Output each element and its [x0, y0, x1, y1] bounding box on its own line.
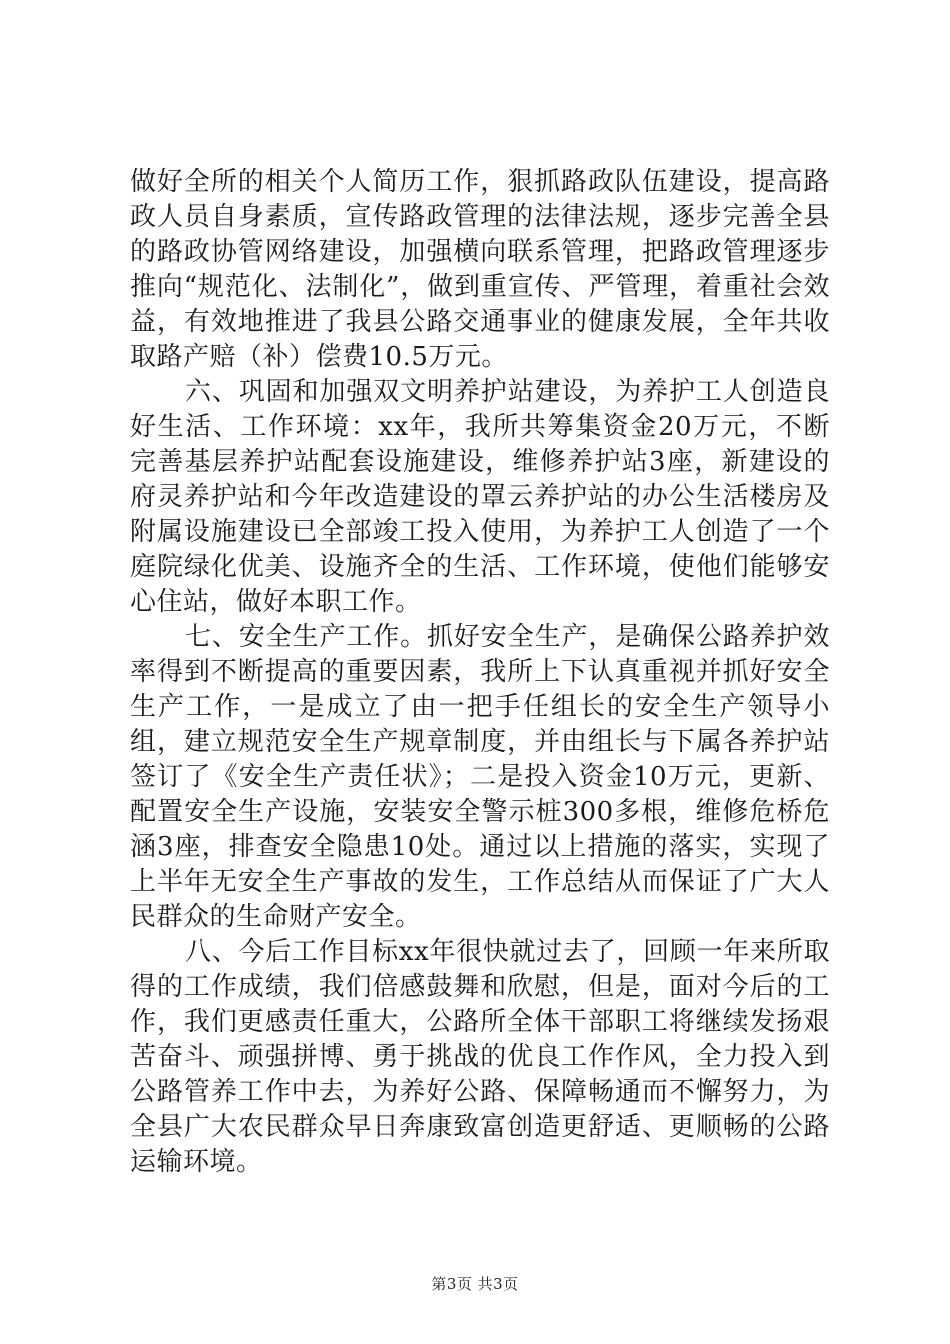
page-number-footer: 第3页 共3页 [431, 1275, 519, 1293]
paragraph-section-eight: 八、今后工作目标xx年很快就过去了，回顾一年来所取得的工作成绩，我们倍感鼓舞和欣慰，但是，面对今后的工作，我们更感责任重大，公路所全体干部职工将继续发扬艰苦奋斗、顽强拼博、勇于挑战的优良工作作风，全力投入到公路管养工作中去，为养好公路、保障畅通而不懈努力，为全县广大农民群众早日奔康致富创造更舒适、更顺畅的公路运输环境。 [130, 937, 830, 1177]
paragraph-section-six: 六、巩固和加强双文明养护站建设，为养护工人创造良好生活、工作环境：xx年，我所共筹集资金20万元，不断完善基层养护站配套设施建设，维修养护站3座，新建设的府灵养护站和今年改造建设的罩云养护站的办公生活楼房及附属设施建设已全部竣工投入使用，为养护工人创造了一个庭院绿化优美、设施齐全的生活、工作环境，使他们能够安心住站，做好本职工作。 [130, 377, 830, 617]
document-body [130, 165, 830, 1180]
paragraph-road-administration: 做好全所的相关个人简历工作，狠抓路政队伍建设，提高路政人员自身素质，宣传路政管理的法律法规，逐步完善全县的路政协管网络建设，加强横向联系管理，把路政管理逐步推向“规范化、法制化”，做到重宣传、严管理，着重社会效益，有效地推进了我县公路交通事业的健康发展，全年共收取路产赔（补）偿费10.5万元。 [130, 167, 830, 372]
paragraph-section-seven: 七、安全生产工作。抓好安全生产，是确保公路养护效率得到不断提高的重要因素，我所上下认真重视并抓好安全生产工作，一是成立了由一把手任组长的安全生产领导小组，建立规范安全生产规章制度，并由组长与下属各养护站签订了《安全生产责任状》；二是投入资金10万元，更新、配置安全生产设施，安装安全警示桩300多根，维修危桥危涵3座，排查安全隐患10处。通过以上措施的落实，实现了上半年无安全生产事故的发生，工作总结从而保证了广大人民群众的生命财产安全。 [130, 622, 830, 932]
